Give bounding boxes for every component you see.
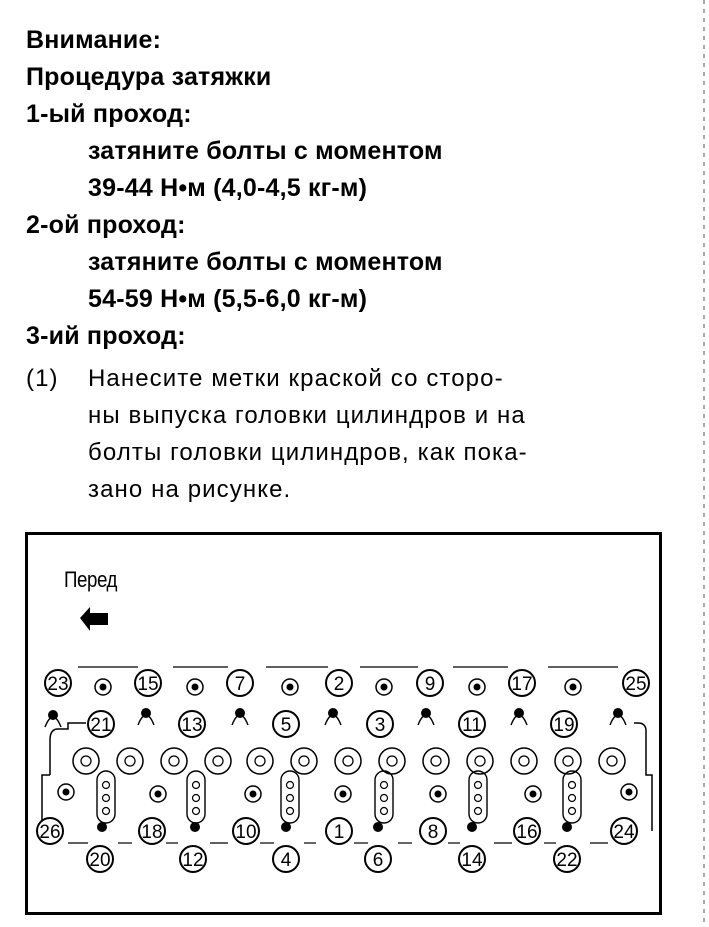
oil-hole: [475, 795, 482, 802]
front-arrow-icon: [80, 607, 108, 631]
bolt-center: [340, 791, 347, 798]
oil-hole: [103, 808, 110, 815]
valve-ring: [247, 748, 273, 774]
bolt-number: 10: [235, 822, 257, 843]
valve-ring-inner: [81, 756, 91, 766]
valve-ring-inner: [563, 756, 573, 766]
cylinder-head-diagram: [25, 532, 662, 915]
valve-ring-inner: [299, 756, 309, 766]
oil-hole: [193, 782, 200, 789]
pass3-title: 3-ий проход:: [26, 322, 186, 350]
bolt-number: 12: [182, 850, 204, 871]
oil-hole: [569, 808, 576, 815]
oil-hole: [103, 795, 110, 802]
bolt-stud: [190, 822, 200, 832]
front-label: Перед: [64, 567, 118, 592]
page-edge: [703, 0, 705, 927]
bolt-center: [530, 791, 537, 798]
bolt-stud: [562, 822, 572, 832]
oil-passage-outline: [469, 771, 487, 823]
bolt-number: 3: [374, 715, 386, 736]
valve-ring-inner: [607, 756, 617, 766]
bolt-number: 22: [556, 850, 578, 871]
valve-ring-inner: [387, 756, 397, 766]
valve-ring: [423, 748, 449, 774]
bolt-number: 2: [333, 674, 345, 695]
valve-ring-inner: [169, 756, 179, 766]
bolt-layer: [37, 667, 649, 872]
step1-body: [88, 360, 678, 508]
oil-hole: [475, 808, 482, 815]
bolt-stud: [373, 822, 383, 832]
bolt-center: [626, 789, 633, 796]
bolt-center: [155, 791, 162, 798]
bolt-center: [435, 791, 442, 798]
attention-heading: Внимание:: [26, 26, 162, 54]
pass2-title: 2-ой проход:: [26, 211, 186, 239]
oil-hole: [381, 795, 388, 802]
valve-ring-inner: [255, 756, 265, 766]
step1-line: зано на рисунке.: [88, 476, 292, 503]
pass1-line1: затяните болты с моментом: [88, 137, 443, 165]
oil-hole: [103, 782, 110, 789]
bolt-stud: [281, 822, 291, 832]
oil-hole: [569, 795, 576, 802]
oil-hole: [287, 808, 294, 815]
oil-hole: [193, 795, 200, 802]
bolt-center: [63, 789, 70, 796]
valve-ring-inner: [519, 756, 529, 766]
oil-hole: [287, 795, 294, 802]
oil-passage-outline: [187, 771, 205, 823]
bolt-number: 19: [553, 715, 575, 736]
head-outline: [42, 723, 652, 835]
oil-passage-outline: [281, 771, 299, 823]
valve-ring-inner: [343, 756, 353, 766]
bolt-number: 20: [89, 850, 111, 871]
bolt-number: 16: [516, 822, 538, 843]
bolt-number: 5: [280, 715, 292, 736]
bolt-center: [474, 684, 481, 691]
pass2-line1: затяните болты с моментом: [88, 248, 443, 276]
bolt-number: 6: [372, 850, 384, 871]
bolt-number: 21: [90, 715, 112, 736]
bolt-number: 17: [511, 674, 533, 695]
step1-line: болты головки цилиндров, как пока-: [88, 439, 528, 466]
step1-line: ны выпуска головки цилиндров и на: [88, 402, 526, 429]
bolt-number: 1: [333, 822, 345, 843]
valve-ring: [511, 748, 537, 774]
bolt-number: 23: [47, 674, 69, 695]
oil-hole: [287, 782, 294, 789]
valve-ring-inner: [125, 756, 135, 766]
valve-ring-inner: [475, 756, 485, 766]
pass1-title: 1-ый проход:: [26, 100, 192, 128]
bolt-layout: [28, 535, 659, 912]
bolt-number: 4: [280, 850, 292, 871]
oil-passage-outline: [563, 771, 581, 823]
bolt-number: 11: [462, 715, 482, 736]
oil-passage-outline: [97, 771, 115, 823]
bolt-number: 14: [461, 850, 483, 871]
instruction-text: [26, 22, 686, 355]
bolt-center: [192, 684, 199, 691]
valve-ring: [467, 748, 493, 774]
valve-ring: [555, 748, 581, 774]
valve-ring: [335, 748, 361, 774]
valve-ring: [599, 748, 625, 774]
bolt-center: [287, 684, 294, 691]
bolt-center: [250, 791, 257, 798]
valve-ring: [161, 748, 187, 774]
valve-ring: [117, 748, 143, 774]
bolt-number: 24: [613, 822, 635, 843]
oil-hole: [193, 808, 200, 815]
step1-number: (1): [26, 365, 59, 392]
bolt-number: 18: [141, 822, 163, 843]
bolt-number: 7: [234, 674, 246, 695]
valve-ring: [73, 748, 99, 774]
bolt-center: [381, 684, 388, 691]
bolt-number: 15: [137, 674, 159, 695]
oil-passage-outline: [375, 771, 393, 823]
bolt-number: 9: [424, 674, 436, 695]
valve-ring: [205, 748, 231, 774]
oil-hole: [569, 782, 576, 789]
valve-ring-inner: [431, 756, 441, 766]
valve-ring: [291, 748, 317, 774]
oil-hole: [381, 808, 388, 815]
bolt-stud: [97, 822, 107, 832]
pass2-torque: 54-59 Н•м (5,5-6,0 кг-м): [88, 285, 368, 313]
oil-hole: [381, 782, 388, 789]
step1-line: Нанесите метки краской со сторо-: [88, 365, 504, 392]
bolt-stud: [467, 822, 477, 832]
oil-hole: [475, 782, 482, 789]
bolt-number: 25: [625, 674, 647, 695]
valve-ring-inner: [213, 756, 223, 766]
bolt-center: [570, 684, 577, 691]
bolt-center: [100, 684, 107, 691]
bolt-number: 13: [181, 715, 203, 736]
bolt-number: 8: [427, 822, 439, 843]
pass1-torque: 39-44 Н•м (4,0-4,5 кг-м): [88, 174, 368, 202]
bolt-number: 26: [39, 822, 61, 843]
valve-ring: [379, 748, 405, 774]
procedure-heading: Процедура затяжки: [26, 63, 272, 91]
